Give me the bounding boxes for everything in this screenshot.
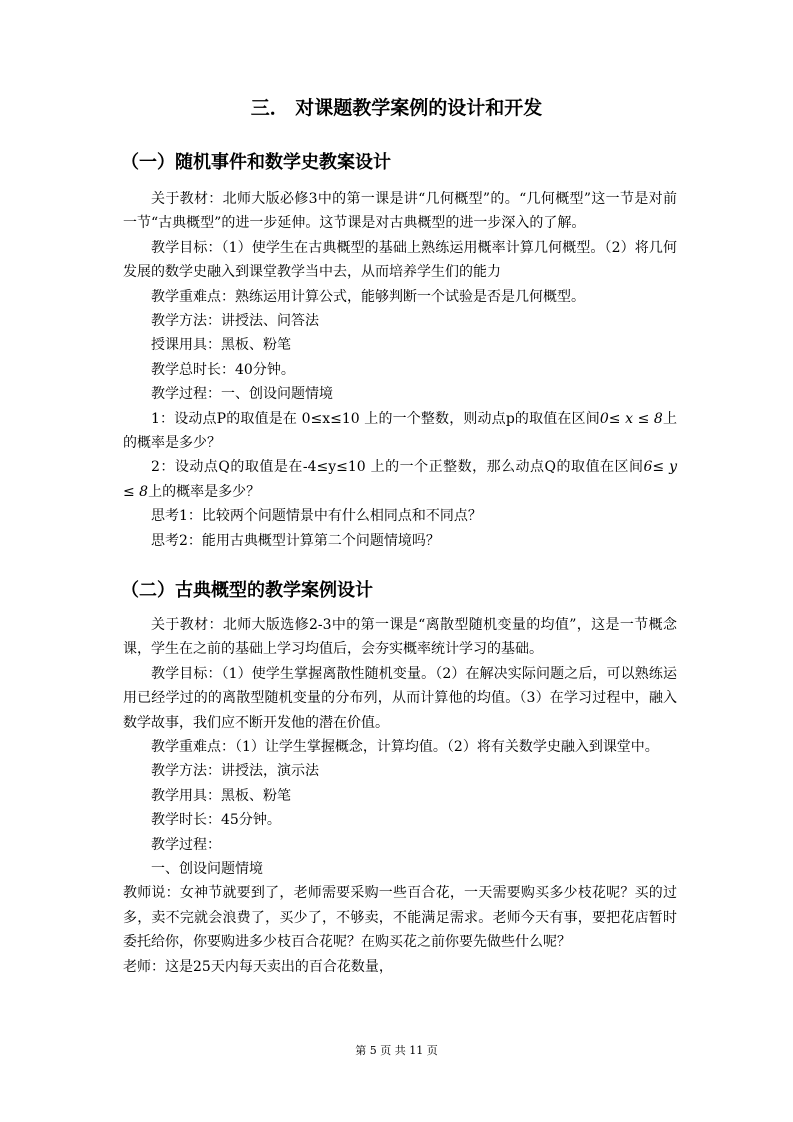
paragraph-process-2: 教学过程： xyxy=(151,836,221,853)
section-heading-1: （一）随机事件和数学史教案设计 xyxy=(121,152,391,173)
paragraph-teaching-goal: 教学目标：（1）使学生在古典概型的基础上熟练运用概率计算几何概型。（2）将几何发展的数学史融入到课堂教学当中去，从而培养学生们的能力 xyxy=(123,239,677,281)
paragraph-process: 教学过程：一、创设问题情境 xyxy=(151,386,333,403)
paragraph-tools-2: 教学用具：黑板、粉笔 xyxy=(151,787,291,804)
section-heading-2: （二）古典概型的教学案例设计 xyxy=(121,580,373,601)
paragraph-duration: 教学总时长：40分钟。 xyxy=(151,361,295,378)
question-2-text: 2：设动点Q的取值是在-4≤y≤10 上的一个正整数，那么动点Q的取值在区间 xyxy=(151,459,644,476)
question-1-tail: 上的概率是多少？ xyxy=(123,410,677,452)
paragraph-tools: 授课用具：黑板、粉笔 xyxy=(151,337,291,354)
question-1-math: 0≤ x ≤ 8 xyxy=(599,410,663,427)
paragraph-think-2: 思考2：能用古典概型计算第二个问题情境吗？ xyxy=(151,532,440,549)
paragraph-method: 教学方法：讲授法、问答法 xyxy=(151,313,319,330)
paragraph-duration-2: 教学时长：45分钟。 xyxy=(151,812,281,829)
paragraph-teacher-says: 教师说：女神节就要到了，老师需要采购一些百合花，一天需要购买多少枝花呢？买的过多，卖不完就会浪费了，买少了，不够卖，不能满足需求。老师今天有事，要把花店暂时委托给你，你要购进多少枝百合花呢？在购买花之前你要先做些什么呢？ xyxy=(123,885,677,951)
paragraph-teaching-goal-2: 教学目标：（1）使学生掌握离散性随机变量。（2）在解决实际问题之后，可以熟练运用已经学过的的离散型随机变量的分布列，从而计算他的均值。（3）在学习过程中，融入数学故事，我们应不断开发他的潜在价值。 xyxy=(123,665,677,731)
question-2-math: 6≤ y ≤ 8 xyxy=(123,459,677,500)
paragraph-question-1 xyxy=(123,407,677,456)
paragraph-step-1: 一、创设问题情境 xyxy=(151,861,263,878)
paragraph-about-textbook: 关于教材：北师大版必修3中的第一课是讲“几何概型”的。“几何概型”这一节是对前一节“古典概型”的进一步延伸。这节课是对古典概型的进一步深入的了解。 xyxy=(123,191,677,232)
paragraph-method-2: 教学方法：讲授法，演示法 xyxy=(151,763,319,780)
paragraph-question-2 xyxy=(123,455,677,504)
question-2-tail: 上的概率是多少？ xyxy=(148,483,261,500)
page-title: 三． 对课题教学案例的设计和开发 xyxy=(250,97,543,119)
paragraph-key-points: 教学重难点：熟练运用计算公式，能够判断一个试验是否是几何概型。 xyxy=(151,288,585,305)
paragraph-about-textbook-2: 关于教材：北师大版选修2-3中的第一课是“离散型随机变量的均值”，这是一节概念课，学生在之前的基础上学习均值后，会夯实概率统计学习的基础。 xyxy=(123,617,677,658)
paragraph-think-1: 思考1：比较两个问题情景中有什么相同点和不同点？ xyxy=(151,508,482,525)
paragraph-key-points-2: 教学重难点：（1）让学生掌握概念，计算均值。（2）将有关数学史融入到课堂中。 xyxy=(151,739,659,756)
section-body-2 xyxy=(123,613,677,979)
section-body-1 xyxy=(123,187,677,553)
paragraph-teacher-data: 老师：这是25天内每天卖出的百合花数量， xyxy=(123,958,393,975)
question-1-text: 1：设动点P的取值是在 0≤x≤10 上的一个整数，则动点p的取值在区间 xyxy=(151,410,600,427)
page-footer: 第 5 页 共 11 页 xyxy=(355,1044,438,1057)
